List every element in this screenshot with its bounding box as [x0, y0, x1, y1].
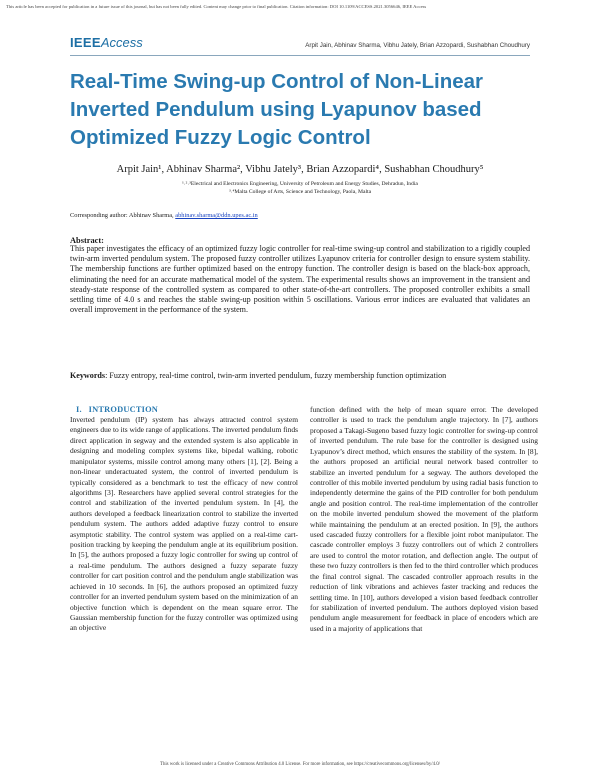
- title-line: Real-Time Swing-up Control of Non-Linear: [70, 70, 484, 93]
- keywords: [70, 371, 530, 380]
- header-divider: [70, 55, 530, 56]
- abstract-text: This paper investigates the efficacy of an optimized fuzzy logic controller for real-time swing-up control and stabilization to a rigidly coupled twin-arm inverted pendulum system. The proposed fuzzy controller utilizes Lyapunov criteria for controller design to ensure system stability. The membership functions are further optimized based on the entropy function. The controller design is based on the black-box approach, eliminating the need for an accurate mathematical model of the system. The experimental results shows an improvement in the transient and steady-state response of the controlled system as compared to other state-of-the-art controllers. The proposed controller exhibits a small settling time of 4.0 s and reaches the stable swing-up position within 5 oscillations. Various error indices are evaluated that validates an overall improvement in the performance of the system.: [70, 244, 530, 315]
- ieee-access-logo: [70, 34, 190, 48]
- corresponding-email-link[interactable]: abhinav.sharma@ddn.upes.ac.in: [175, 212, 258, 219]
- body-column-left: Inverted pendulum (IP) system has always attracted control system engineers due to its wide range of applications. The inverted pendulum finds direct application in segway and the extended system is also applicable in designing and modeling complex systems like, bipedal walking, robotic manipulator systems, missile control among many others [1], [2]. Being a non-linear underactuated system, the control of inverted pendulum is typically considered as a benchmark to test the efficacy of new control algorithms [3]. Researchers have applied several control strategies for the control and stabilization of the inverted pendulum system. In [4], the authors developed a feedback linearization control to stabilize the inverted pendulum system. The authors added adaptive fuzzy control to ensure asymptotic stability. The control system was applied on a real-time cart-position tracking by keeping the pendulum angle at its equilibrium position. In [5], the authors proposed a fuzzy logic controller for swing up control of a real-time pendulum. The authors designed a fuzzy separate fuzzy controller for cart position control and the pendulum angle stabilization was achieved in 10 seconds. In [6], the authors proposed an optimized fuzzy controller for an inverted pendulum system based on the minimization of an objective function which is dependent on the mean square error. The Gaussian membership function for the fuzzy controller was optimized using an objective: [70, 415, 298, 633]
- title-line: Inverted Pendulum using Lyapunov based: [70, 98, 482, 121]
- keywords-text: : Fuzzy entropy, real-time control, twin-arm inverted pendulum, fuzzy membership function optimization: [105, 371, 447, 380]
- body-column-right: function defined with the help of mean square error. The developed controller is used to track the pendulum angle trajectory. In [7], authors proposed a Takagi-Sugeno based fuzzy logic controller for swing-up control of inverted pendulum. The rule base for the controller is designed using Lyapunov’s direct method, which ensures the stability of the system. In [8], the authors proposed an artificial neural network based controller to stabilize an inverted pendulum for a segway. The authors developed the controller of this mobile inverted pendulum by using radial basis function to independently determine the gains of the PID controller for both pendulum angle and position control. The real-time implementation of the controller on the mobile inverted pendulum showed the movement of the platform while maintaining the pendulum at an erected position. In [9], the authors used cascaded fuzzy controllers for a flexible joint robot manipulator. The cascade controller employs 3 fuzzy controllers out of which 2 controllers are used to control the motor rotation, and deflection angle. The output of these two fuzzy controllers is then fed to the third controller which produces the final control signal. The cascaded controller approach results in the reduction of link vibrations and achieves faster tracking and reduces the settling time. In [10], authors developed a vision based feedback controller for stabilization of inverted pendulum. The authors deployed vision based pendulum angle measurement for feedback in place of encoders which are used in a majority of applications that: [310, 405, 538, 633]
- abstract-heading: Abstract:: [70, 236, 104, 245]
- title-line: Optimized Fuzzy Logic Control: [70, 126, 371, 149]
- running-header-authors: Arpit Jain, Abhinav Sharma, Vibhu Jately, Brian Azzopardi, Sushabhan Choudhury: [305, 42, 530, 49]
- logo-ieee-text: IEEE: [70, 35, 101, 50]
- corresponding-label: Corresponding author: Abhinav Sharma,: [70, 212, 176, 219]
- affiliation-2: ³˒⁴Malta College of Arts, Science and Technology, Paola, Malta: [228, 189, 372, 195]
- keywords-label: Keywords: [70, 371, 106, 380]
- section-heading-introduction: I. INTRODUCTION: [76, 405, 159, 414]
- author-list: Arpit Jain¹, Abhinav Sharma², Vibhu Jately³, Brian Azzopardi⁴, Sushabhan Choudhury⁵: [116, 164, 484, 175]
- corresponding-author: [70, 212, 530, 219]
- logo-access-text: Access: [100, 35, 143, 50]
- license-footer: This work is licensed under a Creative Commons Attribution 4.0 License. For more information, see https://creativecommons.org/licenses/by/4.0/: [160, 762, 440, 767]
- affiliation-1: ¹˒²˒³Electrical and Electronics Engineering, University of Petroleum and Energy Studies, Dehradun, India: [182, 181, 418, 187]
- publication-note: This article has been accepted for publication in a future issue of this journal, but has not been fully edited. Content may change prior to final publication. Citation information: DOI 10.1109/ACCESS.2021.3056646, IEEE Access: [6, 4, 427, 9]
- paper-title: [70, 68, 540, 152]
